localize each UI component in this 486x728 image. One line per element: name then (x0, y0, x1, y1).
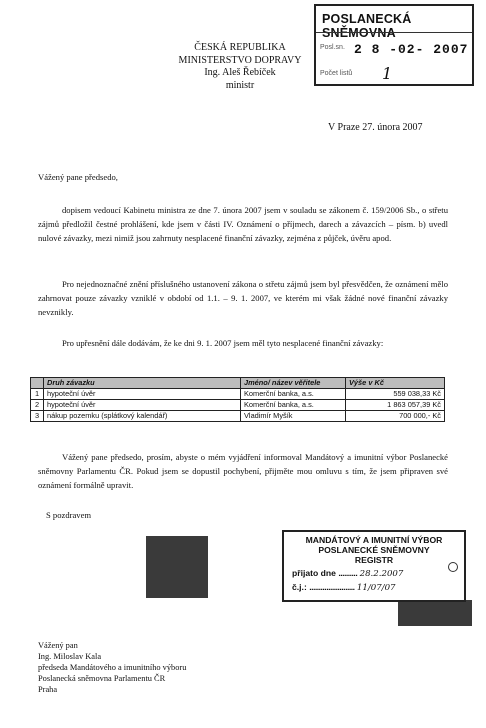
registry-stamp-title: POSLANECKÁ SNĚMOVNA (322, 12, 412, 40)
committee-stamp-circle-mark (448, 562, 458, 572)
table-cell-amount: 1 863 057,39 Kč (346, 400, 445, 411)
liabilities-table (30, 377, 445, 422)
table-cell-amount: 559 038,33 Kč (346, 389, 445, 400)
addressee-line-2: Ing. Miloslav Kala (38, 652, 102, 661)
paragraph-2: Pro nejednoznačné znění příslušného ustanovení zákona o střetu zájmů jsem byl přesvědčen, že oznámení mělo zahrnovat pouze závazky vzniklé v období od 1.1. – 9. 1. 2007, ve kterém mi však žádné nové finanční závazky nevznikly. (38, 279, 448, 318)
committee-stamp-line3: REGISTR (354, 555, 394, 565)
letterhead-country: ČESKÁ REPUBLIKA (194, 42, 286, 53)
committee-stamp (282, 530, 466, 602)
table-cell-index: 2 (31, 400, 44, 411)
addressee-line-3: předseda Mandátového a imunitního výboru (38, 663, 187, 672)
table-header-type: Druh závazku (44, 378, 241, 389)
table-header-amount: Výše v Kč (346, 378, 445, 389)
registry-stamp-small-label: Posl.sn. (320, 44, 345, 51)
redacted-signature (146, 536, 208, 598)
letterhead-role: ministr (225, 79, 255, 91)
committee-stamp-line1: MANDÁTOVÝ A IMUNITNÍ VÝBOR (305, 535, 443, 545)
registry-stamp-date: 2 8 -02- 2007 (354, 42, 469, 57)
table-header-row (31, 378, 445, 389)
addressee-line-4: Poslanecká sněmovna Parlamentu ČR (38, 674, 166, 683)
letterhead (150, 42, 330, 92)
table-cell-type: hypoteční úvěr (44, 389, 241, 400)
addressee-line-5: Praha (38, 685, 58, 694)
table-row (31, 389, 445, 400)
table-cell-creditor: Komerční banka, a.s. (241, 400, 346, 411)
committee-stamp-received-value: 28.2.2007 (359, 569, 404, 579)
registry-stamp-divider (316, 32, 472, 33)
letterhead-ministry: MINISTERSTVO DOPRAVY (178, 54, 302, 66)
registry-stamp (314, 4, 474, 86)
addressee-line-1: Vážený pan (38, 641, 78, 650)
registry-stamp-number: 1 (382, 64, 393, 83)
committee-stamp-ref (292, 582, 396, 593)
committee-stamp-ref-value: 11/07/07 (356, 583, 396, 593)
committee-stamp-dots-2: ........................ (309, 582, 355, 592)
letterhead-name: Ing. Aleš Řebíček (204, 67, 276, 78)
table-row (31, 400, 445, 411)
registry-stamp-small-label-2: Počet listů (320, 70, 353, 77)
table-cell-creditor: Komerční banka, a.s. (241, 389, 346, 400)
table-header-index (31, 378, 44, 389)
addressee-block (38, 640, 186, 695)
table-header-creditor: Jméno/ název věřitele (241, 378, 346, 389)
table-cell-creditor: Vladimír Myšík (241, 411, 346, 422)
paragraph-3: Pro upřesnění dále dodávám, že ke dni 9. 1. 2007 jsem měl tyto nesplacené finanční závazky: (62, 338, 384, 348)
redacted-block (398, 600, 472, 626)
committee-stamp-received-label: přijato dne (292, 568, 336, 578)
paragraph-1: dopisem vedoucí Kabinetu ministra ze dne 7. února 2007 jsem v souladu se zákonem č. 159/2006 Sb., o střetu zájmů předložil čestné prohlášení, kde jsem v části IV. Oznámení o příjmech, darech a závazcích – písm. b) uvedl nulové závazky, mezi nimiž jsou zahrnuty nesplacené finanční závazky, zejména z půjček, úvěru apod. (38, 205, 448, 244)
table-cell-index: 1 (31, 389, 44, 400)
salutation: Vážený pane předsedo, (38, 172, 118, 182)
table-cell-type: hypoteční úvěr (44, 400, 241, 411)
committee-stamp-ref-label: č.j.: (292, 582, 307, 592)
committee-stamp-received (292, 568, 403, 579)
table-cell-amount: 700 000,- Kč (346, 411, 445, 422)
table-cell-index: 3 (31, 411, 44, 422)
table-cell-type: nákup pozemku (splátkový kalendář) (44, 411, 241, 422)
table-row (31, 411, 445, 422)
place-date: V Praze 27. února 2007 (328, 122, 423, 133)
committee-stamp-dots: .......... (338, 568, 358, 578)
closing: S pozdravem (46, 510, 92, 520)
committee-stamp-line2: POSLANECKÉ SNĚMOVNY (318, 545, 430, 555)
paragraph-4: Vážený pane předsedo, prosím, abyste o mém vyjádření informoval Mandátový a imunitní výbor Poslanecké sněmovny Parlamentu ČR. Pokud jsem se dopustil pochybení, přijměte mou omluvu s tím, že jsem připraven své oznámení formálně upravit. (38, 452, 448, 491)
